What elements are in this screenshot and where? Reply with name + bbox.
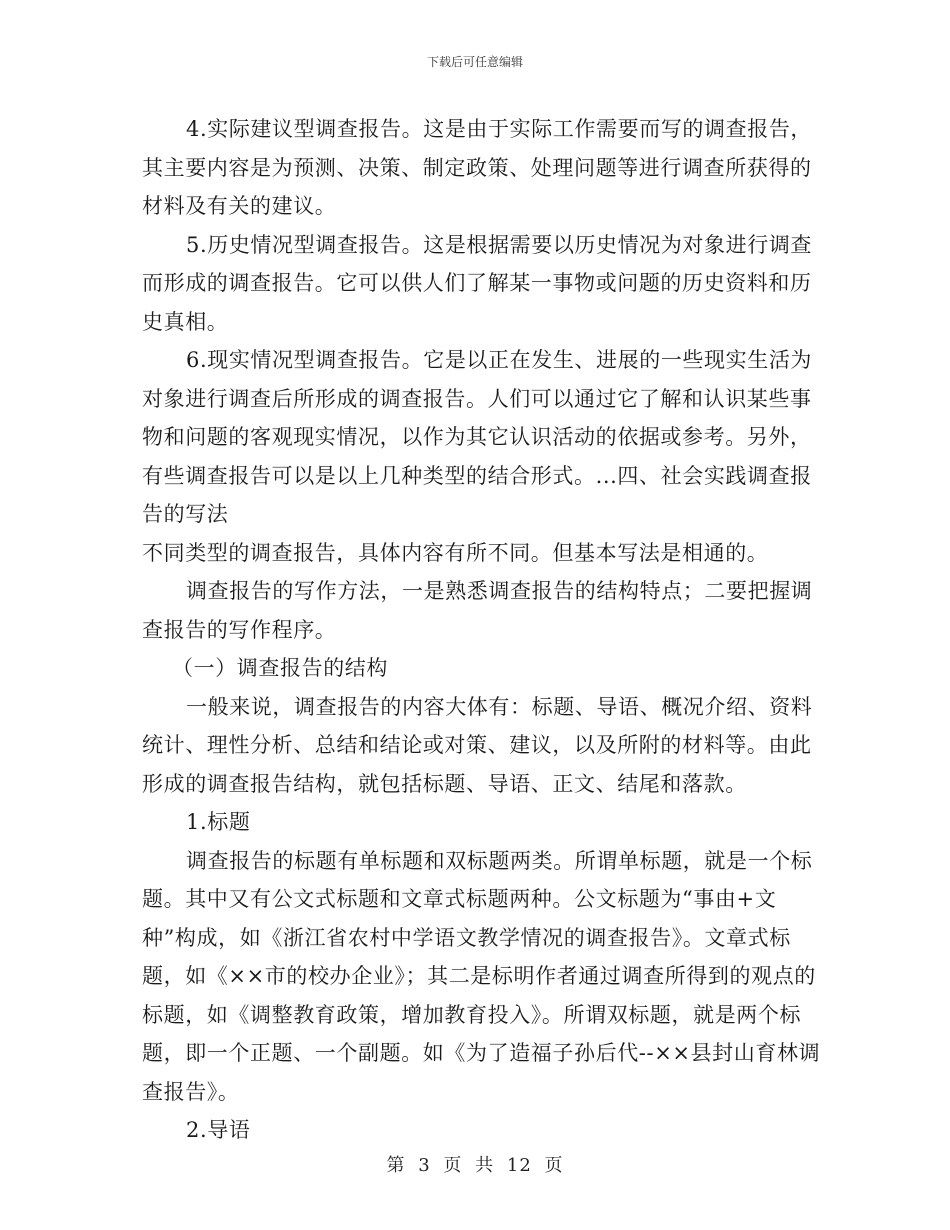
footer-label-page: 第 — [386, 1155, 406, 1176]
footer-label-unit-2: 页 — [544, 1155, 564, 1176]
footer-label-total: 共 — [475, 1155, 495, 1176]
footer-total-pages: 12 — [506, 1155, 532, 1176]
document-body — [142, 110, 822, 1150]
paragraph: 不同类型的调查报告，具体内容有所不同。但基本写法是相通的。 — [142, 540, 769, 565]
page-footer — [0, 1151, 950, 1177]
footer-label-unit: 页 — [443, 1155, 463, 1176]
paragraph: 4.实际建议型调查报告。这是由于实际工作需要而写的调查报告，其主要内容是为预测、决策、制定政策、处理问题等进行调查所获得的材料及有关的建议。 — [142, 117, 813, 218]
page-header: 下载后可任意编辑 — [426, 55, 523, 69]
paragraph: 调查报告的写作方法，一是熟悉调查报告的结构特点；二要把握调查报告的写作程序。 — [142, 579, 813, 642]
paragraph: 6.现实情况型调查报告。它是以正在发生、进展的一些现实生活为对象进行调查后所形成的调查报告。人们可以通过它了解和认识某些事物和问题的客观现实情况，以作为其它认识活动的依据或参考。另外，有些调查报告可以是以上几种类型的结合形式。...四、社会实践调查报告的写法 — [142, 348, 813, 526]
subsection-heading: 2.导语 — [186, 1118, 251, 1142]
paragraph: 一般来说，调查报告的内容大体有：标题、导语、概况介绍、资料统计、理性分析、总结和结论或对策、建议，以及所附的材料等。由此形成的调查报告结构，就包括标题、导语、正文、结尾和落款。 — [142, 694, 813, 796]
paragraph: 5.历史情况型调查报告。这是根据需要以历史情况为对象进行调查而形成的调查报告。它可以供人们了解某一事物或问题的历史资料和历史真相。 — [142, 232, 813, 334]
footer-current-page: 3 — [418, 1155, 431, 1176]
subsection-heading: 1.标题 — [186, 810, 251, 834]
section-heading: （一）调查报告的结构 — [172, 656, 388, 680]
paragraph: 调查报告的标题有单标题和双标题两类。所谓单标题，就是一个标题。其中又有公文式标题和文章式标题两种。公文标题为“事由+文种”构成，如《浙江省农村中学语文教学情况的调查报告》。文章式标题，如《××市的校办企业》；其二是标明作者通过调查所得到的观点的标题，如《调整教育政策，增加教育投入》。所谓双标题，就是两个标题，即一个正题、一个副题。如《为了造福子孙后代--××县封山育林调查报告》。 — [142, 848, 821, 1104]
